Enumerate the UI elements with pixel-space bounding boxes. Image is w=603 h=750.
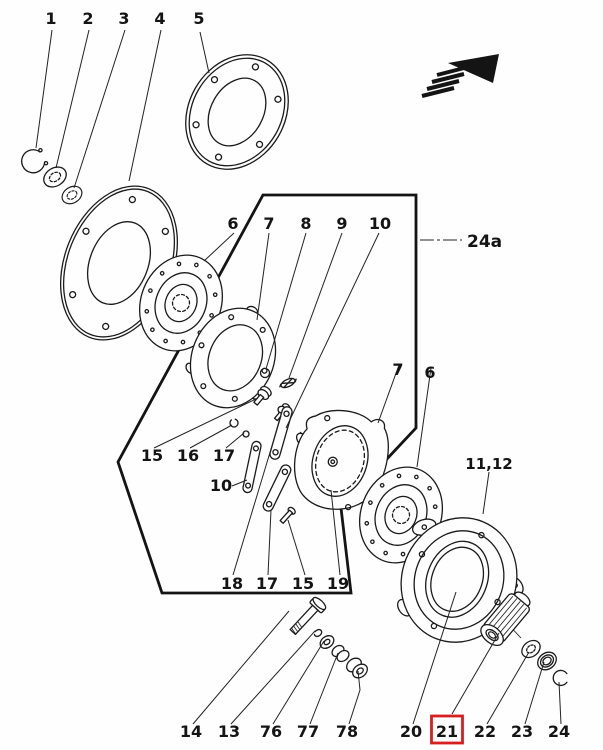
- part-link-strap-10b: [242, 441, 262, 494]
- part-label-17-low: 17: [255, 574, 279, 593]
- part-spring-clip-9: [278, 376, 297, 390]
- part-label-15-low: 15: [291, 574, 315, 593]
- part-clip-13: [313, 628, 323, 638]
- part-snap-ring-24: [552, 669, 569, 686]
- part-label-2: 2: [82, 9, 94, 28]
- part-label-10-mid: 10: [209, 476, 233, 495]
- part-label-23: 23: [510, 722, 534, 741]
- part-ring-flange-5: [165, 36, 308, 188]
- part-snap-ring-1: [19, 147, 49, 176]
- part-label-19: 19: [326, 574, 350, 593]
- part-label-14: 14: [179, 722, 203, 741]
- part-ring-17-mid: [243, 431, 249, 437]
- part-star-washer-3: [59, 183, 85, 208]
- part-label-6-top: 6: [227, 214, 239, 233]
- part-label-8: 8: [300, 214, 312, 233]
- part-label-24: 24: [547, 722, 571, 741]
- part-label-5: 5: [193, 9, 205, 28]
- part-label-3: 3: [118, 9, 130, 28]
- part-label-1: 1: [45, 9, 57, 28]
- part-label-7-top: 7: [263, 214, 275, 233]
- part-label-77: 77: [296, 722, 320, 741]
- part-label-7-right: 7: [392, 360, 404, 379]
- part-label-76: 76: [259, 722, 283, 741]
- part-link-strap-10a: [269, 406, 293, 461]
- part-bushing-78: [344, 655, 370, 680]
- part-nut-77: [330, 643, 351, 664]
- part-label-18: 18: [220, 574, 244, 593]
- part-label-21-highlighted: 21: [435, 722, 459, 741]
- part-label-20: 20: [399, 722, 423, 741]
- part-star-washer-2: [40, 163, 70, 191]
- frame-ref-label-24a: 24a: [467, 232, 503, 252]
- part-label-16: 16: [176, 446, 200, 465]
- part-label-10-top: 10: [368, 214, 392, 233]
- part-label-4: 4: [154, 9, 166, 28]
- part-label-78: 78: [335, 722, 359, 741]
- part-label-6-right: 6: [424, 363, 436, 382]
- part-lever-17-low: [262, 463, 293, 512]
- part-label-22: 22: [473, 722, 497, 741]
- part-label-15-mid: 15: [140, 446, 164, 465]
- part-label-13: 13: [217, 722, 241, 741]
- direction-arrow-icon: [422, 54, 499, 96]
- part-label-17-mid: 17: [212, 446, 236, 465]
- part-bolt-15-low: [279, 506, 297, 525]
- part-label-9: 9: [336, 214, 348, 233]
- part-label-11-12: 11,12: [465, 455, 513, 473]
